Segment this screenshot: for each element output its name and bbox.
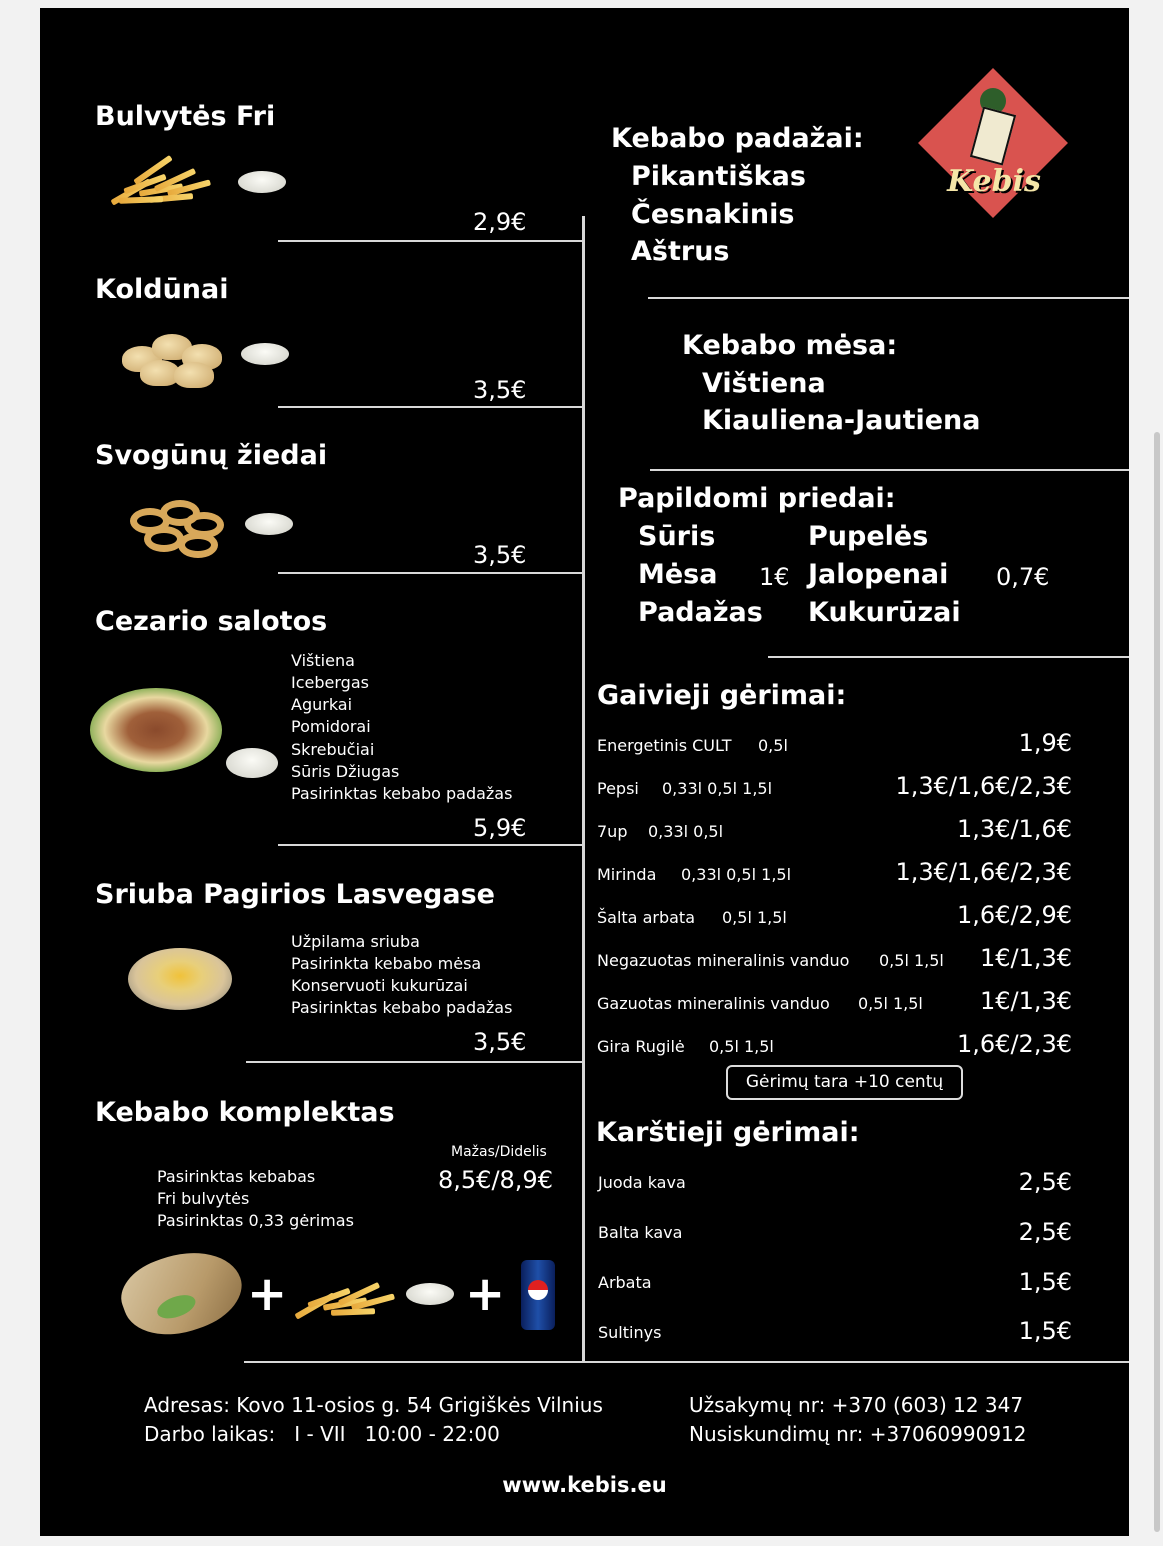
plus-icon: +	[247, 1266, 288, 1322]
divider	[278, 406, 582, 408]
onion-rings-price: 3,5€	[473, 541, 527, 569]
combo-size-label: Mažas/Didelis	[451, 1144, 547, 1160]
drink-name: Negazuotas mineralinis vanduo	[597, 951, 850, 970]
onion-rings-image	[130, 500, 230, 560]
drink-price: 1,5€	[1018, 1317, 1072, 1345]
dumplings-image	[122, 330, 232, 390]
drink-size: 0,33l 0,5l 1,5l	[662, 779, 773, 798]
plus-icon: +	[465, 1266, 506, 1322]
caesar-ingredient: Skrebučiai	[291, 740, 375, 759]
sauce-image	[226, 748, 278, 778]
kebab-wrap-image	[112, 1236, 251, 1350]
fries-image	[120, 150, 230, 220]
drink-price: 1€/1,3€	[979, 944, 1072, 972]
drink-price: 2,5€	[1018, 1218, 1072, 1246]
fries-price: 2,9€	[473, 208, 527, 236]
combo-title: Kebabo komplektas	[95, 1097, 395, 1128]
soup-image	[128, 948, 232, 1010]
caesar-ingredient: Agurkai	[291, 695, 353, 714]
drink-size: 0,5l 1,5l	[709, 1037, 774, 1056]
soup-ingredient: Konservuoti kukurūzai	[291, 976, 468, 995]
extras-item: Jalopenai	[808, 559, 949, 590]
caesar-ingredient: Pomidorai	[291, 717, 371, 736]
drink-name: Energetinis CULT	[597, 736, 732, 755]
extras-price-1: 1€	[759, 563, 790, 591]
extras-price-2: 0,7€	[996, 563, 1050, 591]
sauce-item: Aštrus	[631, 236, 730, 267]
fries-title: Bulvytės Fri	[95, 101, 276, 132]
drink-price: 1,6€/2,9€	[957, 901, 1072, 929]
sauce-image	[406, 1283, 454, 1305]
drink-price: 2,5€	[1018, 1168, 1072, 1196]
divider	[648, 297, 1129, 299]
divider	[278, 572, 582, 574]
order-phone: Užsakymų nr: +370 (603) 12 347	[689, 1393, 1024, 1417]
drink-size: 0,5l 1,5l	[879, 951, 944, 970]
opening-hours: Darbo laikas: I - VII 10:00 - 22:00	[144, 1422, 500, 1446]
complaints-phone: Nusiskundimų nr: +37060990912	[689, 1422, 1027, 1446]
drink-name: 7up	[597, 822, 628, 841]
divider	[278, 240, 582, 242]
extras-item: Pupelės	[808, 521, 929, 552]
combo-fries-image	[304, 1270, 404, 1330]
drink-name: Balta kava	[598, 1223, 683, 1242]
caesar-ingredient: Pasirinktas kebabo padažas	[291, 784, 513, 803]
website-link[interactable]: www.kebis.eu	[502, 1473, 667, 1497]
pepsi-can-image	[521, 1260, 555, 1330]
extras-item: Mėsa	[638, 559, 718, 590]
soup-ingredient: Pasirinktas kebabo padažas	[291, 998, 513, 1017]
drink-price: 1,6€/2,3€	[957, 1030, 1072, 1058]
scrollbar[interactable]	[1154, 432, 1160, 1532]
drink-name: Pepsi	[597, 779, 639, 798]
dumplings-price: 3,5€	[473, 376, 527, 404]
drink-name: Šalta arbata	[597, 908, 695, 927]
combo-item: Pasirinktas 0,33 gėrimas	[157, 1211, 354, 1230]
sauce-item: Pikantiškas	[631, 161, 806, 192]
meat-title: Kebabo mėsa:	[682, 330, 898, 361]
soup-title: Sriuba Pagirios Lasvegase	[95, 879, 495, 910]
sauce-image	[238, 171, 286, 193]
drink-price: 1,3€/1,6€	[957, 815, 1072, 843]
soup-price: 3,5€	[473, 1028, 527, 1056]
drink-name: Mirinda	[597, 865, 657, 884]
caesar-title: Cezario salotos	[95, 606, 328, 637]
sauce-image	[245, 513, 293, 535]
deposit-badge: Gėrimų tara +10 centų	[726, 1065, 963, 1100]
caesar-salad-image	[90, 688, 222, 772]
extras-item: Kukurūzai	[808, 597, 961, 628]
drink-price: 1€/1,3€	[979, 987, 1072, 1015]
soup-ingredient: Užpilama sriuba	[291, 932, 420, 951]
divider	[278, 844, 582, 846]
drink-price: 1,3€/1,6€/2,3€	[895, 772, 1072, 800]
menu-board	[40, 8, 1129, 1536]
sauces-title: Kebabo padažai:	[611, 123, 864, 154]
meat-item: Vištiena	[702, 368, 826, 399]
extras-title: Papildomi priedai:	[618, 483, 896, 514]
caesar-ingredient: Vištiena	[291, 651, 355, 670]
extras-item: Padažas	[638, 597, 763, 628]
drink-size: 0,5l	[758, 736, 788, 755]
caesar-ingredient: Icebergas	[291, 673, 369, 692]
extras-item: Sūris	[638, 521, 716, 552]
drink-size: 0,5l 1,5l	[722, 908, 787, 927]
drink-price: 1,5€	[1018, 1268, 1072, 1296]
caesar-price: 5,9€	[473, 814, 527, 842]
drink-price: 1,9€	[1018, 729, 1072, 757]
combo-price: 8,5€/8,9€	[438, 1166, 553, 1194]
onion-rings-title: Svogūnų žiedai	[95, 440, 328, 471]
combo-item: Fri bulvytės	[157, 1189, 250, 1208]
meat-item: Kiauliena-Jautiena	[702, 405, 981, 436]
divider	[650, 469, 1129, 471]
drink-name: Sultinys	[598, 1323, 662, 1342]
dumplings-title: Koldūnai	[95, 274, 229, 305]
divider	[244, 1361, 1129, 1363]
drink-price: 1,3€/1,6€/2,3€	[895, 858, 1072, 886]
drink-name: Gazuotas mineralinis vanduo	[597, 994, 830, 1013]
drink-size: 0,5l 1,5l	[858, 994, 923, 1013]
kebis-logo: Kebis	[918, 68, 1068, 218]
cold-drinks-title: Gaivieji gėrimai:	[597, 680, 847, 711]
address: Adresas: Kovo 11-osios g. 54 Grigiškės Vilnius	[144, 1393, 603, 1417]
divider	[768, 656, 1129, 658]
combo-item: Pasirinktas kebabas	[157, 1167, 316, 1186]
drink-size: 0,33l 0,5l	[648, 822, 724, 841]
sauce-item: Česnakinis	[631, 199, 795, 230]
drink-size: 0,33l 0,5l 1,5l	[681, 865, 792, 884]
hot-drinks-title: Karštieji gėrimai:	[596, 1117, 860, 1148]
drink-name: Gira Rugilė	[597, 1037, 685, 1056]
sauce-image	[241, 343, 289, 365]
divider	[246, 1061, 582, 1063]
soup-ingredient: Pasirinkta kebabo mėsa	[291, 954, 482, 973]
center-divider	[582, 216, 585, 1361]
drink-name: Arbata	[598, 1273, 652, 1292]
caesar-ingredient: Sūris Džiugas	[291, 762, 400, 781]
drink-name: Juoda kava	[598, 1173, 686, 1192]
